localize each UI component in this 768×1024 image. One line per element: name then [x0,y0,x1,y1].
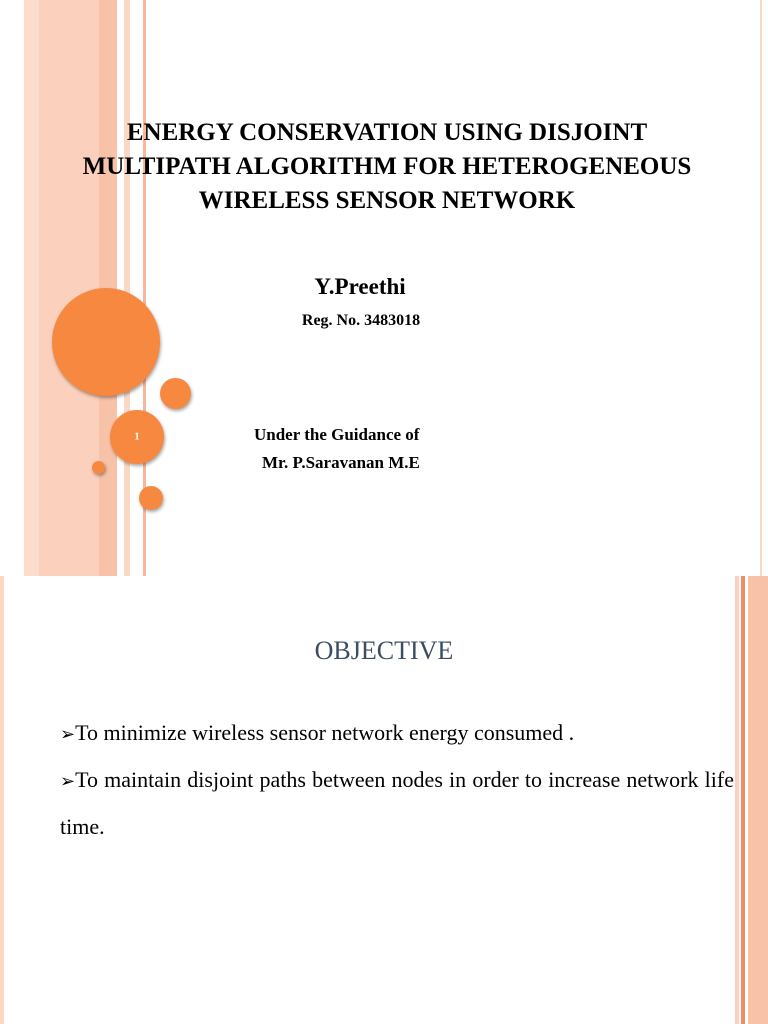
tiny-circle-decoration [92,461,105,474]
slide-number-circle [110,410,164,464]
title-line: WIRELESS SENSOR NETWORK [198,187,576,214]
guidance-block [254,421,420,477]
small-circle-decoration [139,486,163,510]
decorative-stripe [760,0,762,576]
guidance-label: Under the Guidance of [254,425,420,444]
objective-list [60,710,734,850]
title-line: ENERGY CONSERVATION USING DISJOINT [126,119,648,146]
registration-number: Reg. No. 3483018 [301,312,421,329]
arrow-bullet-icon: ➢ [60,724,76,744]
small-circle-decoration [160,378,191,409]
list-item [60,710,734,757]
presentation-title [30,116,744,218]
slide-number: 1 [134,431,140,443]
objective-heading: OBJECTIVE [314,636,454,665]
large-circle-decoration [52,288,160,396]
arrow-bullet-icon: ➢ [60,771,76,791]
author-name: Y.Preethi [314,274,406,299]
bullet-text: To minimize wireless sensor network energy consumed . [75,720,575,745]
bullet-text: To maintain disjoint paths between nodes in order to increase network life time. [60,767,734,839]
title-line: MULTIPATH ALGORITHM FOR HETEROGENEOUS [82,153,692,180]
list-item [60,757,734,850]
guide-name: Mr. P.Saravanan M.E [262,453,420,472]
objective-slide [0,576,768,1024]
